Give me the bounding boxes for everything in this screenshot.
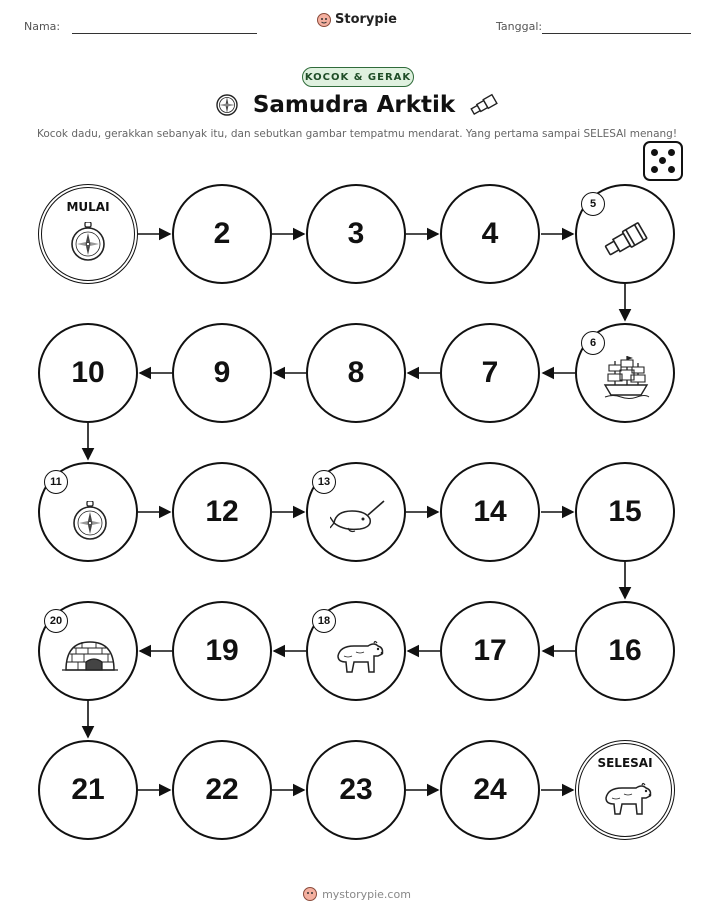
board-space-9 bbox=[172, 323, 272, 423]
board-space-23 bbox=[306, 740, 406, 840]
compass-icon bbox=[71, 501, 109, 545]
space-number: 8 bbox=[347, 356, 365, 389]
board-space-10 bbox=[38, 323, 138, 423]
space-number: 24 bbox=[473, 773, 507, 806]
polar-bear-icon bbox=[600, 776, 654, 822]
space-number: 12 bbox=[205, 495, 239, 528]
space-number: 10 bbox=[71, 356, 105, 389]
space-number: 22 bbox=[205, 773, 239, 806]
start-label: MULAI bbox=[66, 200, 110, 214]
space-number: 20 bbox=[44, 609, 68, 633]
space-number: 17 bbox=[473, 634, 507, 667]
board-space-17 bbox=[440, 601, 540, 701]
igloo-icon bbox=[62, 634, 118, 678]
board-space-5 bbox=[575, 184, 675, 284]
brand-name: Storypie bbox=[335, 12, 397, 27]
spyglass-icon bbox=[601, 220, 651, 264]
space-number: 21 bbox=[71, 773, 105, 806]
space-number: 18 bbox=[312, 609, 336, 633]
polar-bear-icon bbox=[332, 634, 386, 680]
space-number: 19 bbox=[205, 634, 239, 667]
space-number: 11 bbox=[44, 470, 68, 494]
board-space-18 bbox=[306, 601, 406, 701]
board-space-21 bbox=[38, 740, 138, 840]
space-number: 3 bbox=[347, 217, 365, 250]
footer-url[interactable]: mystorypie.com bbox=[322, 887, 411, 901]
game-type-badge: KOCOK & GERAK bbox=[302, 67, 414, 87]
space-number: 23 bbox=[339, 773, 373, 806]
space-number: 14 bbox=[473, 495, 507, 528]
board-space-11 bbox=[38, 462, 138, 562]
name-label: Nama: bbox=[24, 20, 61, 33]
board-space-15 bbox=[575, 462, 675, 562]
storypie-logo-icon bbox=[303, 887, 317, 901]
board-space-1 bbox=[38, 184, 138, 284]
board-space-6 bbox=[575, 323, 675, 423]
board-space-24 bbox=[440, 740, 540, 840]
board-space-25 bbox=[575, 740, 675, 840]
board-space-19 bbox=[172, 601, 272, 701]
space-number: 9 bbox=[213, 356, 231, 389]
instructions: Kocok dadu, gerakkan sebanyak itu, dan sebutkan gambar tempatmu mendarat. Yang pertama sampai SELESAI menang! bbox=[36, 128, 678, 140]
space-number: 13 bbox=[312, 470, 336, 494]
board-space-8 bbox=[306, 323, 406, 423]
narwhal-icon bbox=[330, 497, 386, 541]
space-number: 2 bbox=[213, 217, 231, 250]
board-space-4 bbox=[440, 184, 540, 284]
board-space-2 bbox=[172, 184, 272, 284]
footer bbox=[0, 887, 714, 901]
date-label: Tanggal: bbox=[496, 20, 543, 33]
space-number: 6 bbox=[581, 331, 605, 355]
board-space-3 bbox=[306, 184, 406, 284]
ship-icon bbox=[601, 353, 651, 403]
board-space-16 bbox=[575, 601, 675, 701]
space-number: 5 bbox=[581, 192, 605, 216]
page-title: Samudra Arktik bbox=[252, 92, 456, 118]
compass-icon bbox=[69, 222, 107, 266]
finish-label: SELESAI bbox=[597, 756, 653, 770]
board-space-12 bbox=[172, 462, 272, 562]
board-space-20 bbox=[38, 601, 138, 701]
board-space-14 bbox=[440, 462, 540, 562]
board-space-7 bbox=[440, 323, 540, 423]
space-number: 16 bbox=[608, 634, 642, 667]
space-number: 4 bbox=[481, 217, 499, 250]
space-number: 7 bbox=[481, 356, 499, 389]
board-space-13 bbox=[306, 462, 406, 562]
board-space-22 bbox=[172, 740, 272, 840]
space-number: 15 bbox=[608, 495, 642, 528]
